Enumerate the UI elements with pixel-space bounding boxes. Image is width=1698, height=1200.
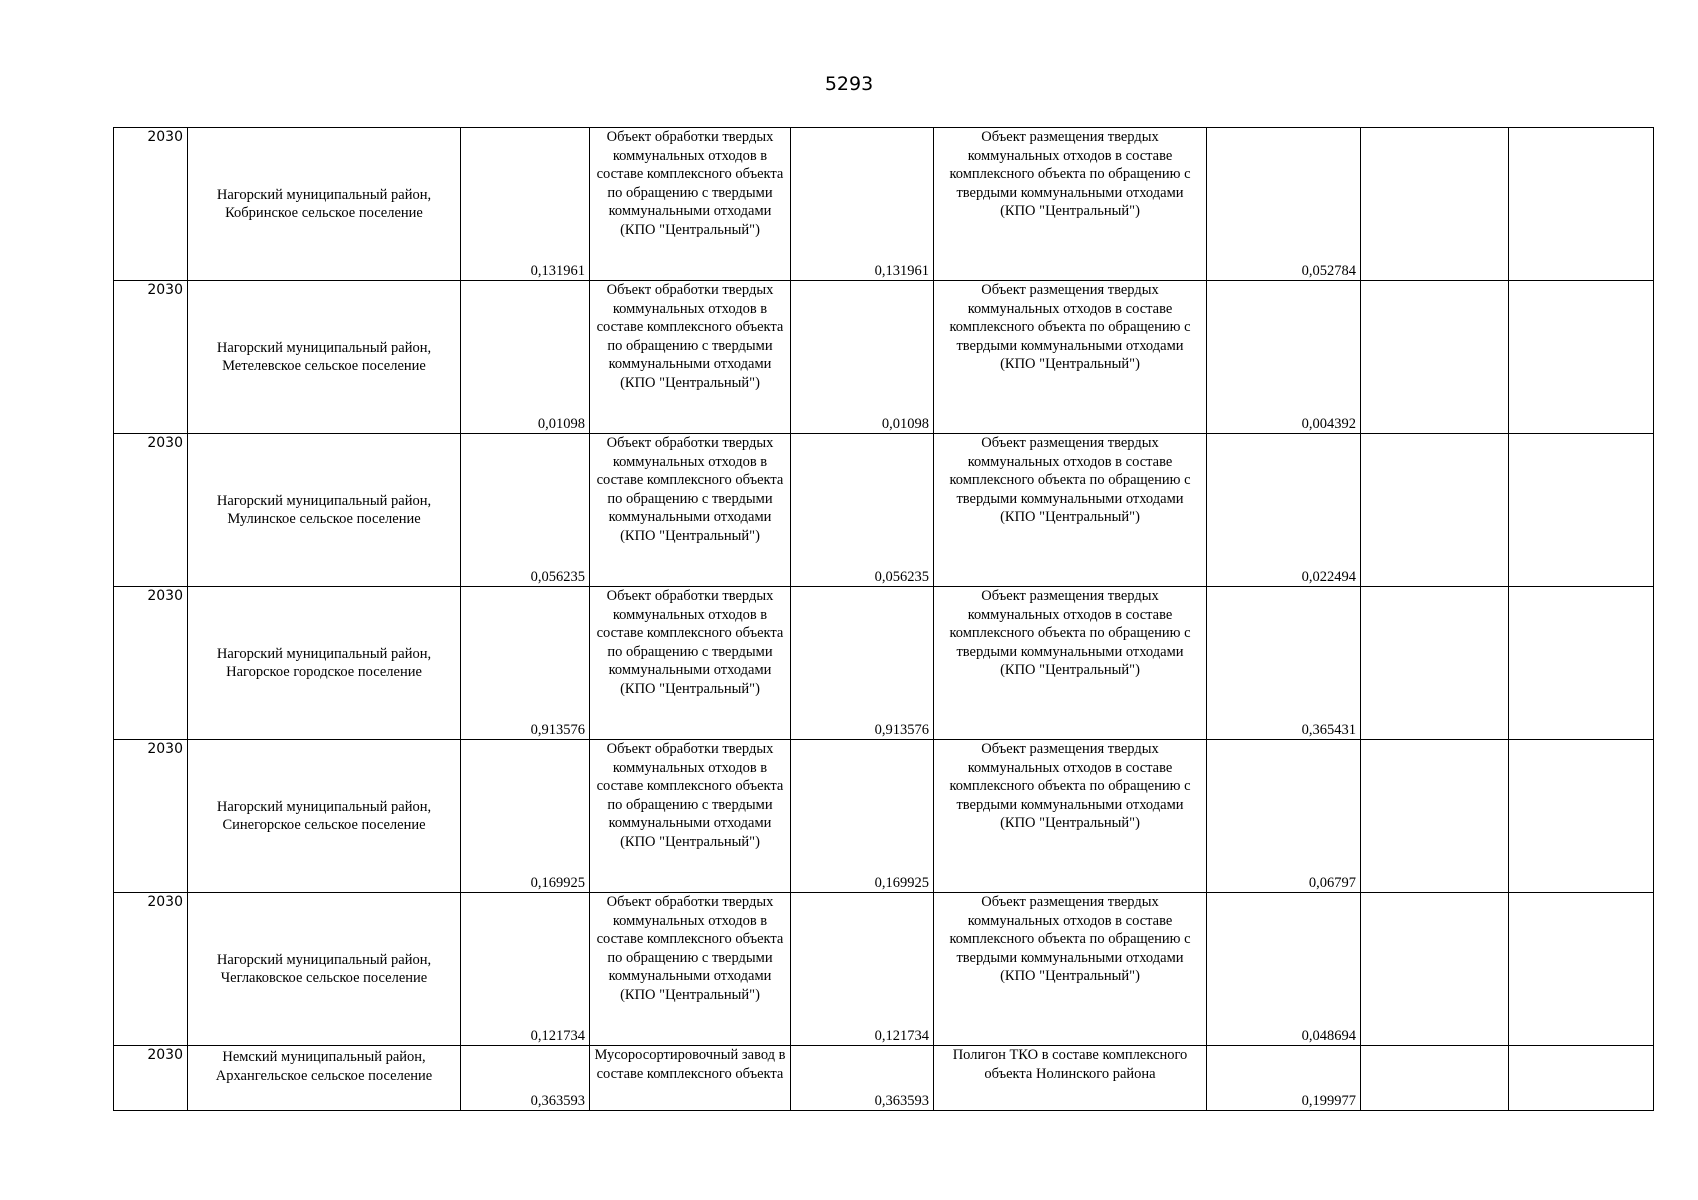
value-cell: 0,004392 <box>1207 281 1361 434</box>
waste-flow-table <box>113 127 1654 1111</box>
processing-object-cell: Объект обработки твердых коммунальных отходов в составе комплексного объекта по обращению с твердыми коммунальными отходами (КПО "Центральный") <box>590 128 791 281</box>
empty-cell <box>1509 893 1654 1046</box>
year-cell: 2030 <box>114 1046 188 1111</box>
table-row <box>114 893 1654 1046</box>
disposal-object-cell: Объект размещения твердых коммунальных отходов в составе комплексного объекта по обращению с твердыми коммунальными отходами (КПО "Центральный") <box>934 587 1207 740</box>
value-cell: 0,131961 <box>461 128 590 281</box>
municipality-cell: Нагорский муниципальный район, Чеглаковское сельское поселение <box>188 893 461 1046</box>
value-cell: 0,169925 <box>461 740 590 893</box>
municipality-cell: Нагорский муниципальный район, Метелевское сельское поселение <box>188 281 461 434</box>
table-row <box>114 740 1654 893</box>
value-cell: 0,131961 <box>791 128 934 281</box>
table-row <box>114 587 1654 740</box>
municipality-cell: Немский муниципальный район, Архангельское сельское поселение <box>188 1046 461 1111</box>
value-cell: 0,056235 <box>791 434 934 587</box>
page-number: 5293 <box>824 73 874 95</box>
value-cell: 0,913576 <box>461 587 590 740</box>
disposal-object-cell: Объект размещения твердых коммунальных отходов в составе комплексного объекта по обращению с твердыми коммунальными отходами (КПО "Центральный") <box>934 893 1207 1046</box>
processing-object-cell: Мусоросортировочный завод в составе комплексного объекта <box>590 1046 791 1111</box>
value-cell: 0,056235 <box>461 434 590 587</box>
municipality-cell: Нагорский муниципальный район, Кобринское сельское поселение <box>188 128 461 281</box>
disposal-object-cell: Объект размещения твердых коммунальных отходов в составе комплексного объекта по обращению с твердыми коммунальными отходами (КПО "Центральный") <box>934 281 1207 434</box>
empty-cell <box>1509 281 1654 434</box>
municipality-cell: Нагорский муниципальный район, Синегорское сельское поселение <box>188 740 461 893</box>
table-row <box>114 128 1654 281</box>
year-cell: 2030 <box>114 587 188 740</box>
year-cell: 2030 <box>114 434 188 587</box>
municipality-cell: Нагорский муниципальный район, Мулинское сельское поселение <box>188 434 461 587</box>
empty-cell <box>1361 587 1509 740</box>
empty-cell <box>1509 434 1654 587</box>
value-cell: 0,365431 <box>1207 587 1361 740</box>
value-cell: 0,052784 <box>1207 128 1361 281</box>
value-cell: 0,199977 <box>1207 1046 1361 1111</box>
value-cell: 0,01098 <box>791 281 934 434</box>
empty-cell <box>1361 740 1509 893</box>
processing-object-cell: Объект обработки твердых коммунальных отходов в составе комплексного объекта по обращению с твердыми коммунальными отходами (КПО "Центральный") <box>590 434 791 587</box>
value-cell: 0,363593 <box>461 1046 590 1111</box>
value-cell: 0,121734 <box>461 893 590 1046</box>
value-cell: 0,913576 <box>791 587 934 740</box>
value-cell: 0,022494 <box>1207 434 1361 587</box>
processing-object-cell: Объект обработки твердых коммунальных отходов в составе комплексного объекта по обращению с твердыми коммунальными отходами (КПО "Центральный") <box>590 893 791 1046</box>
disposal-object-cell: Объект размещения твердых коммунальных отходов в составе комплексного объекта по обращению с твердыми коммунальными отходами (КПО "Центральный") <box>934 128 1207 281</box>
empty-cell <box>1361 893 1509 1046</box>
processing-object-cell: Объект обработки твердых коммунальных отходов в составе комплексного объекта по обращению с твердыми коммунальными отходами (КПО "Центральный") <box>590 740 791 893</box>
year-cell: 2030 <box>114 128 188 281</box>
value-cell: 0,363593 <box>791 1046 934 1111</box>
value-cell: 0,121734 <box>791 893 934 1046</box>
value-cell: 0,169925 <box>791 740 934 893</box>
value-cell: 0,06797 <box>1207 740 1361 893</box>
empty-cell <box>1361 128 1509 281</box>
empty-cell <box>1509 587 1654 740</box>
value-cell: 0,01098 <box>461 281 590 434</box>
value-cell: 0,048694 <box>1207 893 1361 1046</box>
empty-cell <box>1361 434 1509 587</box>
table-row <box>114 281 1654 434</box>
processing-object-cell: Объект обработки твердых коммунальных отходов в составе комплексного объекта по обращению с твердыми коммунальными отходами (КПО "Центральный") <box>590 587 791 740</box>
empty-cell <box>1509 1046 1654 1111</box>
disposal-object-cell: Объект размещения твердых коммунальных отходов в составе комплексного объекта по обращению с твердыми коммунальными отходами (КПО "Центральный") <box>934 434 1207 587</box>
empty-cell <box>1509 740 1654 893</box>
table-row <box>114 434 1654 587</box>
disposal-object-cell: Полигон ТКО в составе комплексного объекта Нолинского района <box>934 1046 1207 1111</box>
year-cell: 2030 <box>114 740 188 893</box>
table-row <box>114 1046 1654 1111</box>
year-cell: 2030 <box>114 893 188 1046</box>
municipality-cell: Нагорский муниципальный район, Нагорское городское поселение <box>188 587 461 740</box>
empty-cell <box>1361 281 1509 434</box>
empty-cell <box>1509 128 1654 281</box>
empty-cell <box>1361 1046 1509 1111</box>
year-cell: 2030 <box>114 281 188 434</box>
disposal-object-cell: Объект размещения твердых коммунальных отходов в составе комплексного объекта по обращению с твердыми коммунальными отходами (КПО "Центральный") <box>934 740 1207 893</box>
table-body <box>114 128 1654 1111</box>
processing-object-cell: Объект обработки твердых коммунальных отходов в составе комплексного объекта по обращению с твердыми коммунальными отходами (КПО "Центральный") <box>590 281 791 434</box>
